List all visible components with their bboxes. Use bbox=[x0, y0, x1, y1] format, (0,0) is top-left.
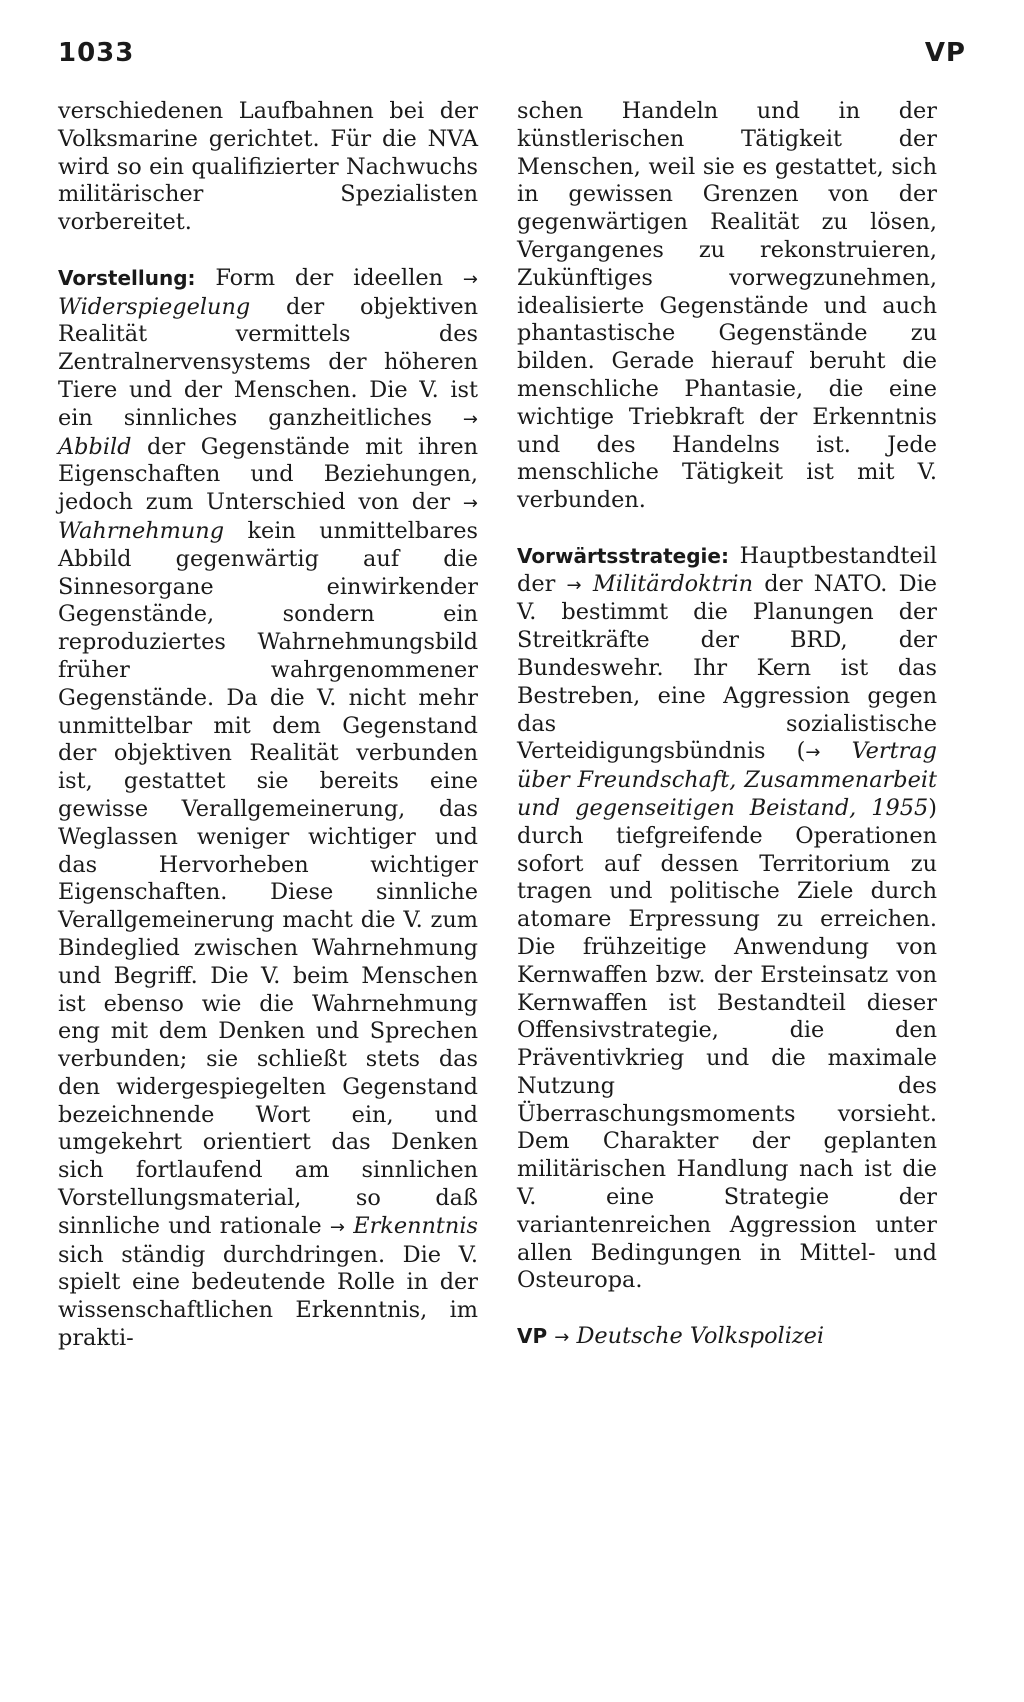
page-number: 1033 bbox=[58, 38, 135, 68]
running-head: VP bbox=[924, 38, 966, 68]
entry-text: der NATO. Die V. bestimmt die Planungen der Streitkräfte der BRD, der Bundeswehr. Ihr Kern ist das Bestreben, eine Aggression gegen das sozialistische Verteidigungsbündnis ( bbox=[517, 570, 938, 765]
cross-reference-arrow-icon: → bbox=[554, 1327, 570, 1349]
cross-reference-vertrag: Vertrag über Freundschaft, Zusammenarbeit und gegenseitigen Beistand, 1955 bbox=[517, 738, 938, 821]
entry-vorstellung bbox=[58, 265, 478, 1353]
headword-vp: VP bbox=[517, 1324, 548, 1349]
entry-text: ) durch tiefgreifende Operationen sofort auf dessen Territorium zu tragen und politische Ziele durch atomare Erpressung zu erreichen. Die frühzeitige Anwendung von Kernwaffen bzw. der Ersteinsatz von Kernwaffen ist Bestandteil dieser Offensivstrategie, die den Präventivkrieg und die maximale Nutzung des Überraschungsmoments vorsieht. Dem Charakter der geplanten militärischen Handlung nach ist die V. eine Strategie der variantenreichen Aggression unter allen Bedingungen in Mittel- und Osteuropa. bbox=[517, 794, 937, 1294]
entry-text: Form der ideellen bbox=[195, 264, 463, 291]
cross-reference-militaerdoktrin: Militärdoktrin bbox=[592, 570, 753, 597]
cross-reference-abbild: Abbild bbox=[58, 433, 132, 460]
cross-reference-arrow-icon: → bbox=[462, 493, 478, 515]
cross-reference-deutsche-volkspolizei: Deutsche Volkspolizei bbox=[576, 1323, 825, 1350]
left-column bbox=[58, 98, 478, 1353]
entry-text: kein unmittelbares Abbild gegenwärtig auf die Sinnesorgane einwirkender Gegenstände, sondern ein reproduziertes Wahrnehmungsbild früher wahrgenommener Gegenstände. Da die V. nicht mehr unmittelbar mit dem Gegenstand der objektiven Realität verbunden ist, gestattet sie bereits eine gewisse Verallgemeinerung, das Weglassen weniger wichtiger und das Hervorheben wichtiger Eigenschaften. Diese sinnliche Verallgemeinerung macht die V. zum Bindeglied zwischen Wahrnehmung und Begriff. Die V. beim Menschen ist ebenso wie die Wahrnehmung eng mit dem Denken und Sprechen verbunden; sie schließt stets das den widergespiegelten Gegenstand bezeichnende Wort ein, und umgekehrt orientiert das Denken sich fortlaufend am sinnlichen Vorstellungsmaterial, so daß sinnliche und rationale bbox=[58, 517, 478, 1239]
entry-vorwaertsstrategie bbox=[517, 543, 937, 1296]
cross-reference-arrow-icon: → bbox=[805, 742, 821, 764]
entry-text: Hauptbestandteil der bbox=[517, 542, 937, 597]
cross-reference-arrow-icon: → bbox=[329, 1216, 345, 1238]
cross-reference-widerspiegelung: Widerspiegelung bbox=[58, 293, 251, 320]
cross-reference-wahrnehmung: Wahrnehmung bbox=[58, 517, 225, 544]
entry-vp bbox=[517, 1323, 937, 1352]
headword-vorstellung: Vorstellung: bbox=[58, 265, 196, 290]
entry-text: der objektiven Realität vermittels des Zentralnervensystems der höheren Tiere und der Menschen. Die V. ist ein sinnliches ganzheitliches bbox=[58, 293, 478, 431]
cross-reference-erkenntnis: Erkenntnis bbox=[353, 1212, 478, 1239]
cross-reference-arrow-icon: → bbox=[566, 574, 582, 596]
headword-vorwaertsstrategie: Vorwärtsstrategie: bbox=[517, 543, 729, 568]
right-column bbox=[517, 98, 937, 1352]
cross-reference-arrow-icon: → bbox=[462, 268, 478, 290]
cross-reference-arrow-icon: → bbox=[462, 408, 478, 430]
entry-text: der Gegenstände mit ihren Eigenschaften und Beziehungen, jedoch zum Unterschied von der bbox=[58, 433, 478, 516]
continuation-paragraph: schen Handeln und in der künstlerischen Tätigkeit der Menschen, weil sie es gestattet, sich in gewissen Grenzen von der gegenwärtigen Realität zu lösen, Vergangenes zu rekonstruieren, Zukünftiges vorwegzunehmen, idealisierte Gegenstände und auch phantastische Gegenstände zu bilden. Gerade hierauf beruht die menschliche Phantasie, die eine wichtige Triebkraft der Erkenntnis und des Handelns ist. Jede menschliche Tätigkeit ist mit V. verbunden. bbox=[517, 98, 937, 514]
entry-text: sich ständig durchdringen. Die V. spielt eine bedeutende Rolle in der wissenschaftlichen Erkenntnis, im prakti- bbox=[58, 1241, 478, 1352]
intro-paragraph: verschiedenen Laufbahnen bei der Volksmarine gerichtet. Für die NVA wird so ein qualifizierter Nachwuchs militärischer Spezialisten vorbereitet. bbox=[58, 98, 478, 236]
